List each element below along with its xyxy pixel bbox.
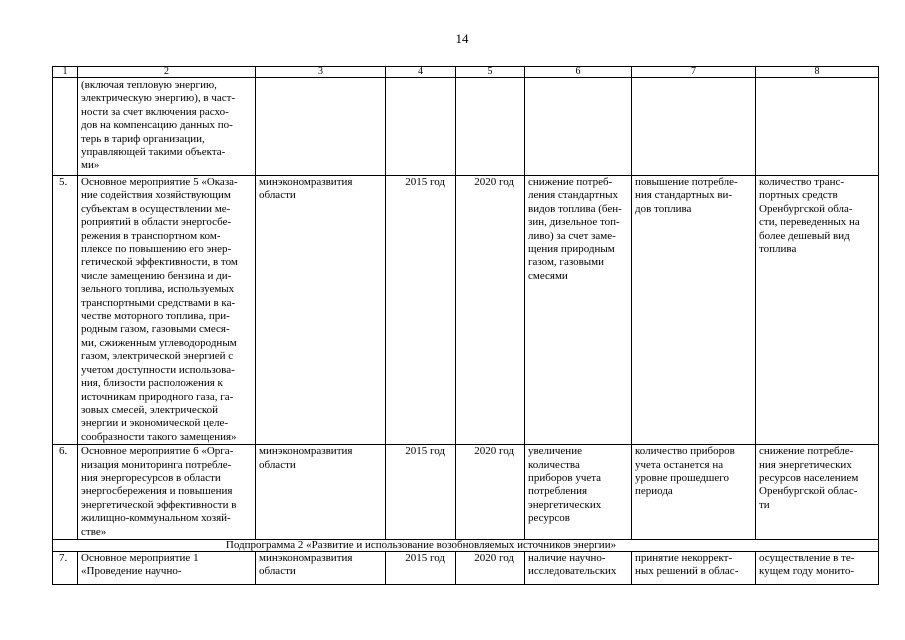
row-cont-end [456,78,525,176]
row-7-number: 7. [53,551,78,584]
table-row [53,445,879,540]
table-row [53,551,879,584]
row-cont-expected-result [525,78,632,176]
row-5-executor: минэкономразвития области [256,176,386,445]
row-5-indicator: количество транс- портных средств Оренбургской обла- сти, переведенных на более дешевый вид топлива [756,176,879,445]
column-number-3: 3 [256,67,386,78]
subprogram-heading-row [53,539,879,551]
row-7-measure: Основное мероприятие 1 «Проведение научно- [78,551,256,584]
row-6-expected-result: увеличение количества приборов учета потребления энергетических ресурсов [525,445,632,540]
row-6-indicator: снижение потребле- ния энергетических ресурсов населением Оренбургской облас- ти [756,445,879,540]
row-cont-consequences [632,78,756,176]
row-6-executor: минэкономразвития области [256,445,386,540]
row-5-end: 2020 год [456,176,525,445]
row-7-end: 2020 год [456,551,525,584]
row-cont-indicator [756,78,879,176]
row-7-indicator: осуществление в те- кущем году монито- [756,551,879,584]
table-row [53,176,879,445]
page-number: 14 [455,31,469,46]
row-7-consequences: принятие некоррект- ных решений в облас- [632,551,756,584]
row-5-start: 2015 год [386,176,456,445]
column-number-4: 4 [386,67,456,78]
row-6-start: 2015 год [386,445,456,540]
row-5-consequences: повышение потребле- ния стандартных ви- дов топлива [632,176,756,445]
column-number-8: 8 [756,67,879,78]
row-5-number: 5. [53,176,78,445]
row-6-end: 2020 год [456,445,525,540]
row-6-number: 6. [53,445,78,540]
row-cont-executor [256,78,386,176]
column-number-5: 5 [456,67,525,78]
table-row [53,78,879,176]
column-number-6: 6 [525,67,632,78]
row-7-executor: минэкономразвития области [256,551,386,584]
row-6-consequences: количество приборов учета останется на уровне прошедшего периода [632,445,756,540]
column-number-2: 2 [78,67,256,78]
row-cont-start [386,78,456,176]
column-number-7: 7 [632,67,756,78]
row-7-start: 2015 год [386,551,456,584]
row-cont-number [53,78,78,176]
row-5-measure: Основное мероприятие 5 «Оказа- ние содействия хозяйствующим субъектам в осуществлении ме- роприятий в области энергосбе- режения в транспортном ком- плексе по повышению его энер- гетической эффективности, в том числе замещению бензина и ди- зельного топлива, используемых транспортными средствами в ка- честве моторного топлива, при- родным газом, газовыми смеся- ми, сжиженным углеводородным газом, электрической энергией с учетом доступности использова- ния, близости расположения к источникам природного газа, га- зовых смесей, электрической энергии и экономической целе- сообразности такого замещения» [78,176,256,445]
row-6-measure: Основное мероприятие 6 «Орга- низация мониторинга потребле- ния энергоресурсов в области энергосбережения и повышения энергетической эффективности в жилищно-коммунальном хозяй- стве» [78,445,256,540]
measures-table [52,66,879,585]
column-number-1: 1 [53,67,78,78]
row-5-expected-result: снижение потреб- ления стандартных видов топлива (бен- зин, дизельное топ- ливо) за счет заме- щения природным газом, газовыми смесями [525,176,632,445]
row-7-expected-result: наличие научно- исследовательских [525,551,632,584]
subprogram-heading: Подпрограмма 2 «Развитие и использование возобновляемых источников энергии» [53,539,879,551]
row-cont-measure: (включая тепловую энергию, электрическую энергию), в част- ности за счет включения расхо- дов на компенсацию данных по- терь в тариф организации, управляющей такими объекта- ми» [78,78,256,176]
column-number-row [53,67,879,78]
